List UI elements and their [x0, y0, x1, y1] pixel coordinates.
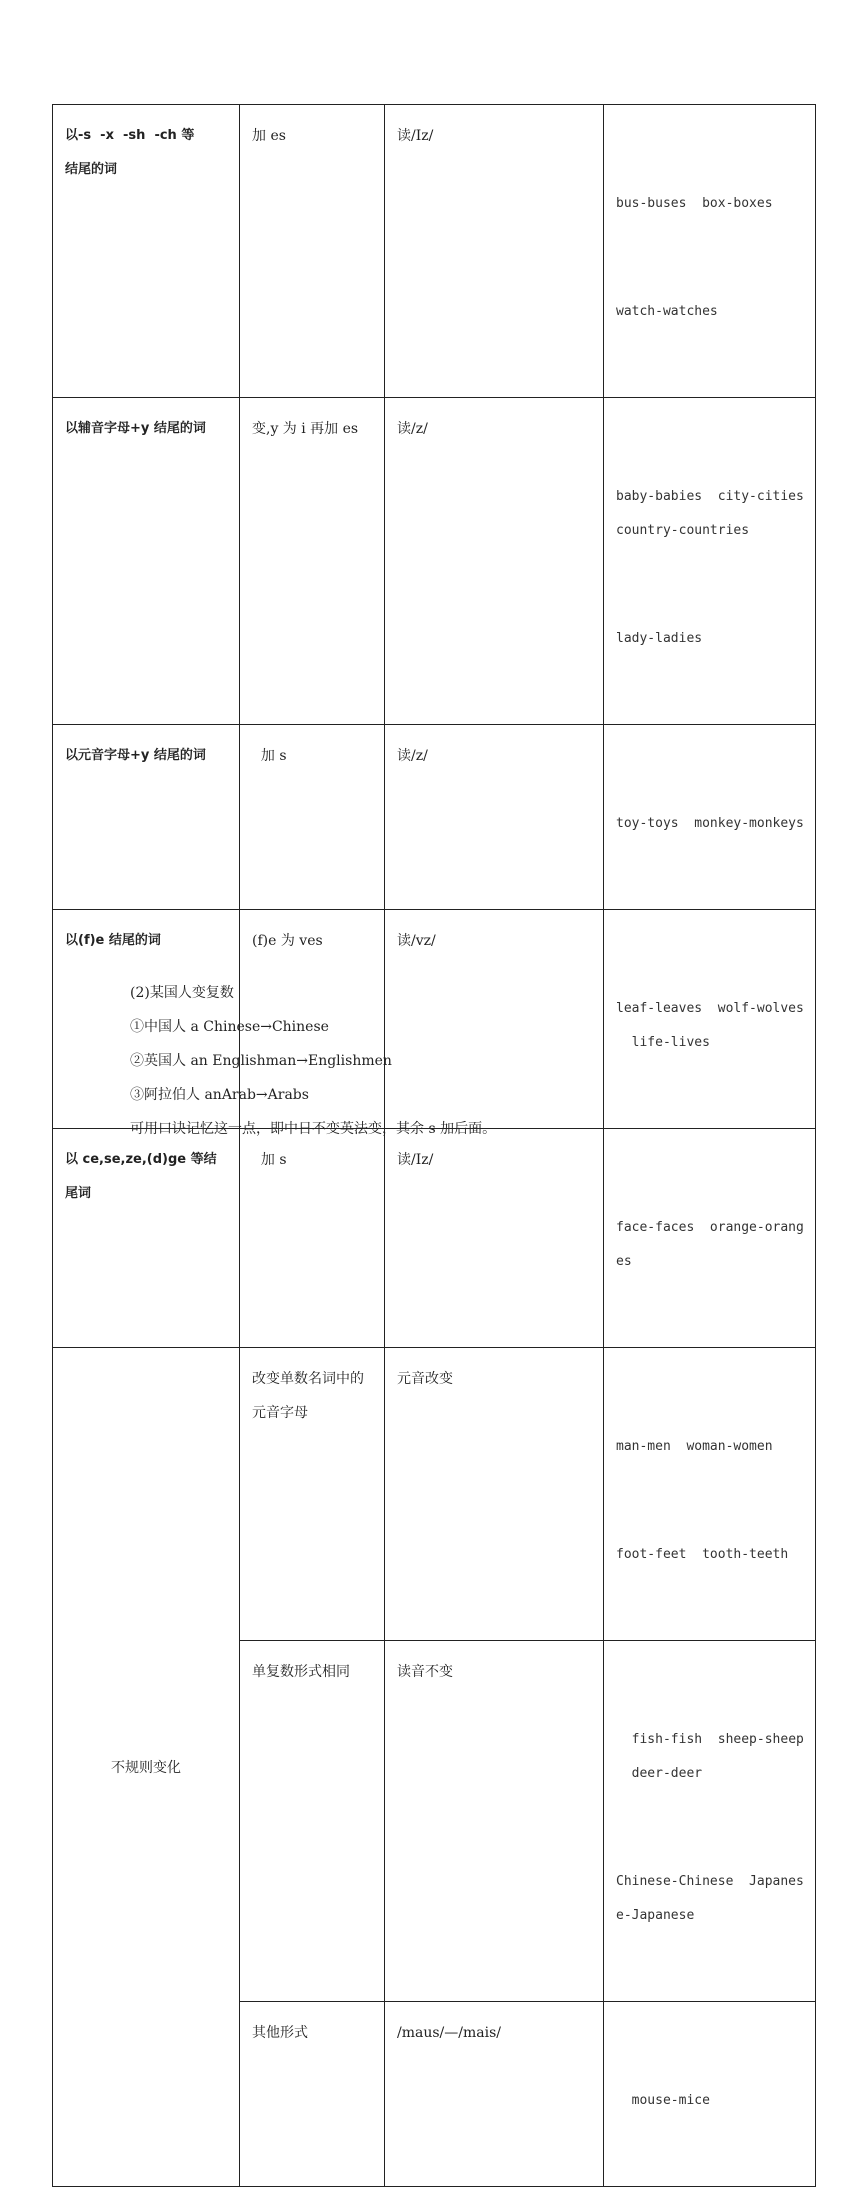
example-line: foot-feet tooth-teeth — [616, 1547, 789, 1562]
notes-item: ②英国人 an Englishman→Englishmen — [130, 1053, 392, 1069]
example-line: toy-toys monkey-monkeys — [616, 816, 804, 831]
ending-cell: 以-s -x -sh -ch 等 结尾的词 — [65, 128, 195, 177]
example-line: lady-ladies — [616, 631, 703, 646]
rule-cell: 单复数形式相同 — [252, 1664, 350, 1680]
ending-cell: 以辅音字母+y 结尾的词 — [65, 421, 206, 436]
pronunciation-cell: 读/Iz/ — [397, 1152, 434, 1168]
table-row — [53, 725, 816, 910]
pronunciation-cell: 读/z/ — [397, 421, 428, 437]
rule-cell: 加 s — [252, 1152, 287, 1168]
pronunciation-cell: 元音改变 — [397, 1371, 453, 1387]
irregular-label: 不规则变化 — [111, 1760, 181, 1776]
example-line: baby-babies city-cities country-countries — [616, 489, 804, 538]
examples-cell — [604, 725, 815, 909]
examples-cell — [604, 398, 815, 724]
examples-cell — [604, 1348, 815, 1640]
example-line: mouse-mice — [616, 2093, 710, 2108]
example-line: bus-buses box-boxes — [616, 196, 773, 211]
examples-cell — [604, 1641, 815, 2001]
rule-cell: 加 es — [252, 128, 286, 144]
rule-cell: 其他形式 — [252, 2025, 308, 2041]
examples-cell — [604, 105, 815, 397]
example-line: watch-watches — [616, 304, 718, 319]
rule-cell: 变,y 为 i 再加 es — [252, 421, 359, 437]
notes-item: ③阿拉伯人 anArab→Arabs — [130, 1087, 309, 1103]
irregular-label-cell — [53, 1348, 240, 2187]
pronunciation-cell: 读音不变 — [397, 1664, 453, 1680]
example-line: man-men woman-women — [616, 1439, 773, 1454]
pronunciation-cell: 读/vz/ — [397, 933, 436, 949]
pronunciation-cell: 读/z/ — [397, 748, 428, 764]
pronunciation-cell: /maus/—/mais/ — [397, 2025, 501, 2041]
rule-cell: 加 s — [252, 748, 287, 764]
notes-item: ①中国人 a Chinese→Chinese — [130, 1019, 329, 1035]
nationality-notes — [130, 976, 810, 1146]
pronunciation-cell: 读/Iz/ — [397, 128, 434, 144]
examples-cell — [604, 2002, 815, 2186]
example-line: leaf-leaves wolf-wolves life-lives — [616, 1001, 804, 1050]
notes-tip: 可用口诀记忆这一点，即中日不变英法变，其余 s 加后面。 — [130, 1121, 497, 1137]
rule-cell: (f)e 为 ves — [252, 933, 323, 949]
examples-cell — [604, 1129, 815, 1347]
example-line: Chinese-Chinese Japanes e-Japanese — [616, 1874, 804, 1923]
table-row — [53, 105, 816, 398]
table-row — [53, 1129, 816, 1348]
ending-cell: 以元音字母+y 结尾的词 — [65, 748, 206, 763]
example-line: fish-fish sheep-sheep deer-deer — [631, 1732, 804, 1781]
ending-cell: 以(f)e 结尾的词 — [65, 933, 161, 948]
notes-heading: (2)某国人变复数 — [130, 985, 234, 1001]
table-row — [53, 1348, 816, 1641]
example-line: face-faces orange-orang es — [616, 1220, 804, 1269]
ending-cell: 以 ce,se,ze,(d)ge 等结 尾词 — [65, 1152, 217, 1201]
table-row — [53, 398, 816, 725]
rule-cell: 改变单数名词中的 元音字母 — [252, 1371, 364, 1421]
